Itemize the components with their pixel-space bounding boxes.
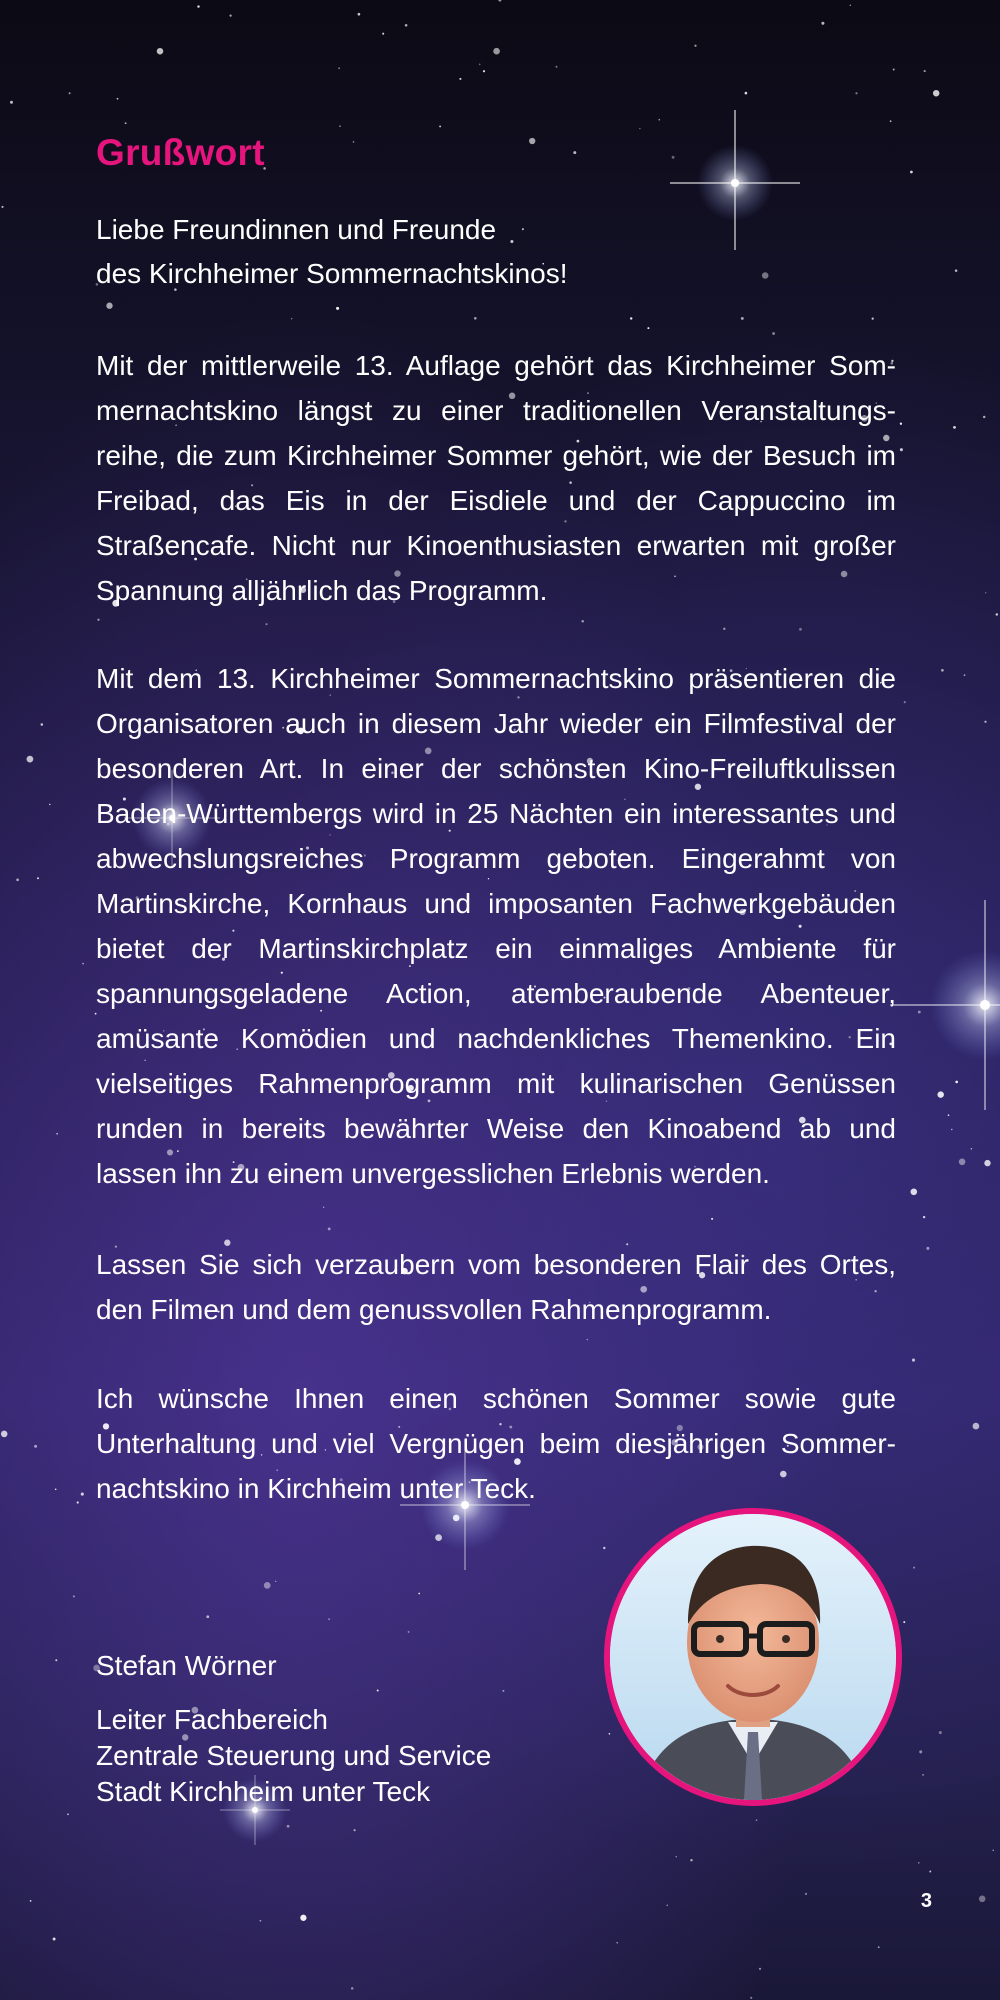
star [300,1915,306,1921]
star [979,1896,986,1903]
star [964,674,966,676]
star [323,1207,324,1208]
body-paragraph: Mit dem 13. Kirchheimer Sommernachtskino präsentieren die Organisatoren auch in diesem Jahr wieder ein Filmfestival der besonderen Art. In einer der schönsten Kino-Freiluftkulissen Baden-Württembergs wird in 25 Nächten ein interessantes und abwechslungsreiches Programm geboten. Eingerahmt von Martinskirche, Kornhaus und imposanten Fachwerkgebäuden bietet der Martinskirchplatz ein einmaliges Ambiente für spannungsgeladene Action, atemberaubende Abenteuer, amüsante Komödien und nachdenkliches Themenkino. Ein vielseitiges Rahmenprogramm mit kulinarischen Genüssen runden in bereits bewährter Weise den Kinoabend ab und lassen ihn zu einem unvergesslichen Erlebnis werden. [96,663,896,1189]
star [924,70,926,72]
star [405,24,408,27]
star [983,416,985,418]
star [985,592,986,593]
star [711,1218,713,1220]
star [479,64,481,66]
star [81,1493,84,1496]
star [27,756,34,763]
star [275,1581,276,1582]
star [939,1731,942,1734]
star [34,1445,37,1448]
star [690,1859,692,1861]
star [260,1920,262,1922]
star [955,269,958,272]
star [647,327,649,329]
star [756,1819,757,1820]
star [55,1489,57,1491]
star [913,1567,915,1569]
star [408,1631,410,1633]
salutation-line: Liebe Freundinnen und Freunde [96,214,497,245]
star [878,1946,880,1948]
signature-role [96,1702,616,1810]
star [676,1856,677,1857]
star [672,156,675,159]
star [117,98,119,100]
star [910,1188,917,1195]
star [483,70,485,72]
star [336,307,339,310]
star [984,1160,990,1166]
star [197,5,199,7]
star [358,13,361,16]
star [630,317,632,319]
star [377,1689,379,1691]
star [41,723,44,726]
star [900,423,902,425]
star [573,151,576,154]
signature-role-line: Leiter Fachbereich [96,1704,328,1735]
star [821,22,824,25]
body-paragraph: Mit der mittlerweile 13. Auflage gehört das Kirchheimer Sommernachtskino längst zu einer traditionellen Veranstaltungsreihe, die zum Kirchheimer Sommer gehört, wie der Besuch im Freibad, das Eis in der Eisdiele und der Cappuccino im Straßencafe. Nicht nur Kinoenthusiasten erwarten mit großer Spannung alljährlich das Programm. [96,350,896,606]
star [926,1247,929,1250]
star [937,1091,943,1097]
star [855,92,857,94]
star [772,332,775,335]
star [53,1938,56,1941]
star [264,1582,271,1589]
star [659,119,661,121]
star [603,1547,605,1549]
star [498,0,501,2]
star [903,1621,905,1623]
star [97,619,99,621]
star [1,206,3,208]
star [328,1227,331,1230]
star [919,1750,922,1753]
star [929,1871,931,1873]
bright-star [890,900,1000,1110]
signature-role-line: Zentrale Steuerung und Service [96,1740,492,1771]
portrait-photo-icon [604,1508,902,1806]
star [439,125,441,127]
page-heading: Grußwort [96,132,265,173]
star [694,45,696,47]
star [799,628,802,631]
star [667,1905,668,1906]
star [890,120,892,122]
salutation [96,208,896,296]
star [759,1968,761,1970]
star [106,303,112,309]
star [918,1862,919,1863]
star [923,1216,925,1218]
star [67,1813,69,1815]
signature-role-line: Stadt Kirchheim unter Teck [96,1776,431,1807]
star [30,1900,32,1902]
star [617,1942,618,1943]
star [893,68,895,70]
star [918,1011,921,1014]
star [941,669,944,672]
star [459,78,461,80]
star [900,448,903,451]
star [502,1690,504,1692]
star [912,1359,915,1362]
star [872,317,874,319]
star [910,171,913,174]
star [529,138,535,144]
star [971,1148,973,1150]
star [723,628,725,630]
star [328,1618,330,1620]
signature-name: Stefan Wörner [96,1650,277,1681]
star [955,1081,958,1084]
star [922,1774,924,1776]
star [125,122,127,124]
star [353,141,355,143]
star [953,426,956,429]
star [850,5,852,7]
star [82,963,84,965]
star [351,1987,354,1990]
star [56,1133,58,1135]
star [996,613,998,615]
star [639,128,640,129]
salutation-line: des Kirchheimer Sommernachtskinos! [96,258,568,289]
star [993,1850,994,1851]
star [69,92,71,94]
star [948,1114,950,1116]
star [581,620,584,623]
star [951,1129,952,1130]
star [805,1893,807,1895]
star [157,48,163,54]
star [55,1659,57,1661]
star [741,317,744,320]
star [973,1423,980,1430]
star [291,318,292,319]
star [338,67,340,69]
star [1,1431,8,1438]
star [750,1997,752,1999]
body-paragraph: Lassen Sie sich verzaubern vom besonderen Flair des Ortes, den Filmen und dem genussvollen Rahmenprogramm. [96,1249,896,1325]
star [984,721,986,723]
star [229,14,231,16]
star [265,623,267,625]
star [933,90,939,96]
star [904,701,906,703]
star [959,1159,966,1166]
star [474,317,477,320]
star [49,804,50,805]
star [16,878,19,881]
star [206,1615,209,1618]
page-number: 3 [920,1890,932,1912]
star [354,1829,356,1831]
star [745,92,748,95]
star [10,101,13,104]
star [77,1501,79,1503]
body-paragraph: Ich wünsche Ihnen einen schönen Sommer sowie gute Unterhaltung und viel Vergnügen beim diesjährigen Sommernachtskino in Kirchheim unter Teck. [96,1383,896,1504]
star [556,66,558,68]
star [418,1593,420,1595]
star [73,1595,75,1597]
star [586,1339,587,1340]
star [493,48,500,55]
star [37,877,39,879]
star [339,125,341,127]
star [287,1825,290,1828]
star [382,33,384,35]
